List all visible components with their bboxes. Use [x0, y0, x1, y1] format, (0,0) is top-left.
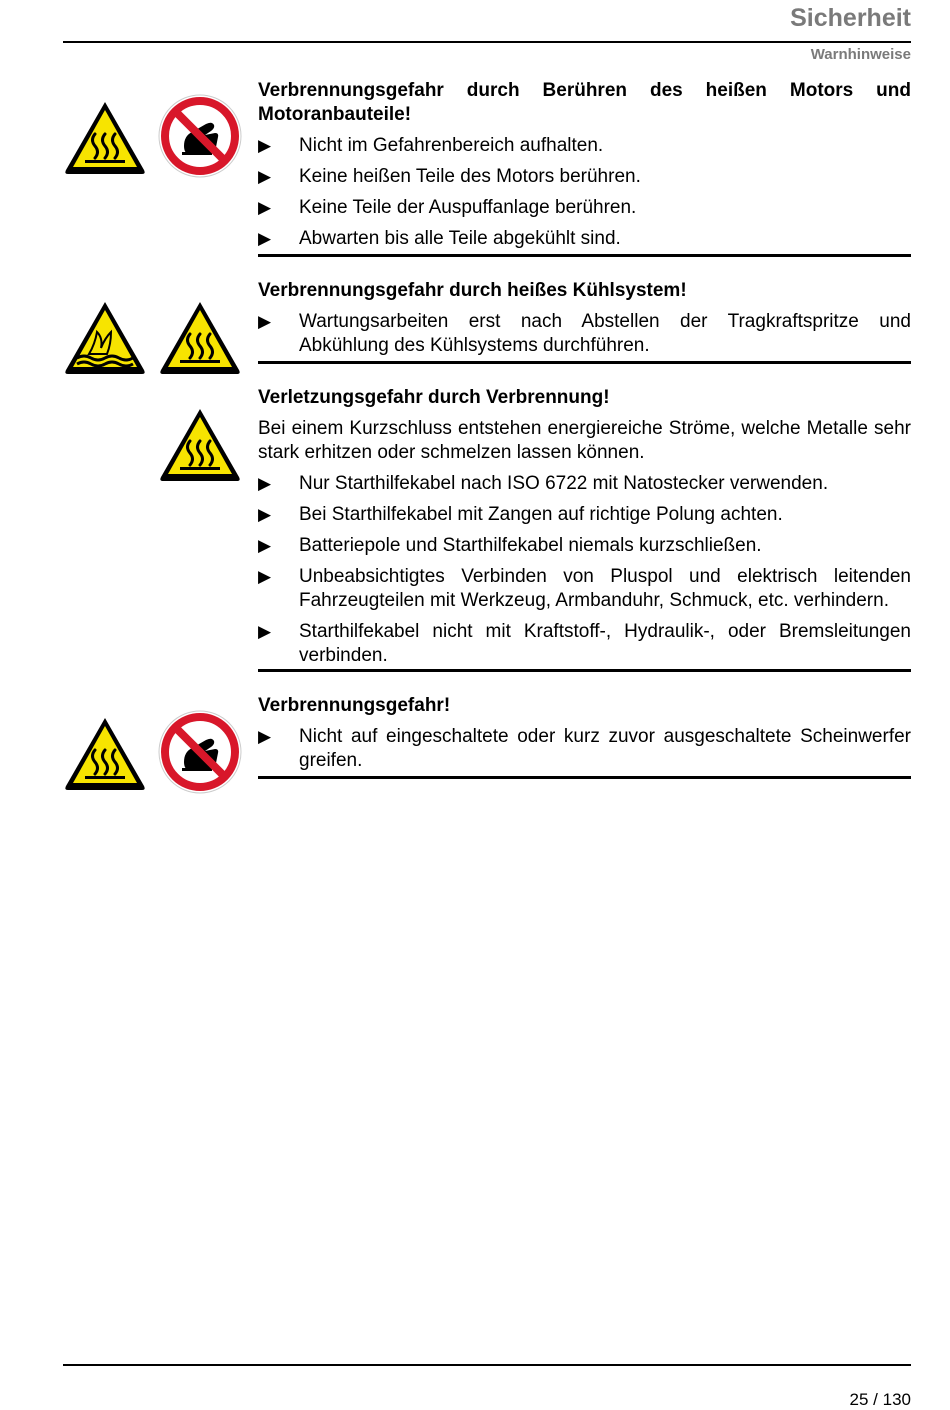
- list-item: ▶ Keine Teile der Auspuffanlage berühren.: [258, 197, 637, 218]
- block-divider: [258, 361, 911, 364]
- hot-surface-warning-icon: [63, 712, 147, 796]
- warning-heading: Verbrennungsgefahr durch Berühren des heißen Motors und Motoranbauteile!: [258, 80, 911, 125]
- bullet-arrow-icon: ▶: [258, 198, 272, 217]
- bullet-arrow-icon: ▶: [258, 536, 272, 555]
- block-divider: [258, 669, 911, 672]
- do-not-touch-prohibition-icon: [158, 94, 242, 178]
- warning-block-short-circuit: [258, 386, 911, 668]
- section-title: Sicherheit: [790, 4, 911, 32]
- page-number: 25 / 130: [849, 1390, 911, 1409]
- bullet-arrow-icon: ▶: [258, 167, 272, 186]
- list-item: ▶ Nur Starthilfekabel nach ISO 6722 mit Natostecker verwenden.: [258, 473, 829, 494]
- list-item: ▶ Nicht auf eingeschaltete oder kurz zuvor ausgeschaltete Scheinwerfer greifen.: [258, 726, 911, 771]
- block-divider: [258, 254, 911, 257]
- bullet-arrow-icon: ▶: [258, 474, 272, 493]
- list-item: ▶ Unbeabsichtigtes Verbinden von Pluspol und elektrisch leitenden Fahrzeugteilen mit Werkzeug, Armbanduhr, Schmuck, etc. verhindern.: [258, 566, 911, 611]
- warning-description: Bei einem Kurzschluss entstehen energiereiche Ströme, welche Metalle sehr stark erhitzen oder schmelzen lassen können.: [258, 418, 911, 463]
- footer-divider: [63, 1364, 911, 1366]
- do-not-touch-prohibition-icon: [158, 710, 242, 794]
- bullet-arrow-icon: ▶: [258, 136, 272, 155]
- hot-surface-warning-icon: [158, 403, 242, 487]
- bullet-arrow-icon: ▶: [258, 622, 272, 641]
- list-item: ▶ Abwarten bis alle Teile abgekühlt sind.: [258, 228, 621, 249]
- section-subtitle: Warnhinweise: [810, 46, 911, 63]
- bullet-arrow-icon: ▶: [258, 312, 272, 331]
- warning-block-hot-engine: [258, 79, 911, 251]
- bullet-arrow-icon: ▶: [258, 229, 272, 248]
- bullet-arrow-icon: ▶: [258, 505, 272, 524]
- warning-block-cooling-system: [258, 279, 911, 358]
- list-item: ▶ Batteriepole und Starthilfekabel niemals kurzschließen.: [258, 535, 762, 556]
- list-item: ▶ Bei Starthilfekabel mit Zangen auf richtige Polung achten.: [258, 504, 783, 525]
- bullet-arrow-icon: ▶: [258, 727, 272, 746]
- warning-heading: Verletzungsgefahr durch Verbrennung!: [258, 387, 610, 408]
- list-item: ▶ Starthilfekabel nicht mit Kraftstoff-, Hydraulik-, oder Bremsleitungen verbinden.: [258, 621, 911, 666]
- bullet-arrow-icon: ▶: [258, 567, 272, 586]
- list-item: ▶ Nicht im Gefahrenbereich aufhalten.: [258, 135, 604, 156]
- hot-surface-warning-icon: [63, 96, 147, 180]
- header-divider: [63, 41, 911, 43]
- list-item: ▶ Wartungsarbeiten erst nach Abstellen der Tragkraftspritze und Abkühlung des Kühlsystems durchführen.: [258, 311, 911, 356]
- hot-liquid-warning-icon: [63, 296, 147, 380]
- list-item: ▶ Keine heißen Teile des Motors berühren.: [258, 166, 641, 187]
- block-divider: [258, 776, 911, 779]
- warning-heading: Verbrennungsgefahr durch heißes Kühlsystem!: [258, 280, 687, 301]
- warning-heading: Verbrennungsgefahr!: [258, 695, 451, 716]
- hot-surface-warning-icon: [158, 296, 242, 380]
- warning-block-headlights: [258, 694, 911, 773]
